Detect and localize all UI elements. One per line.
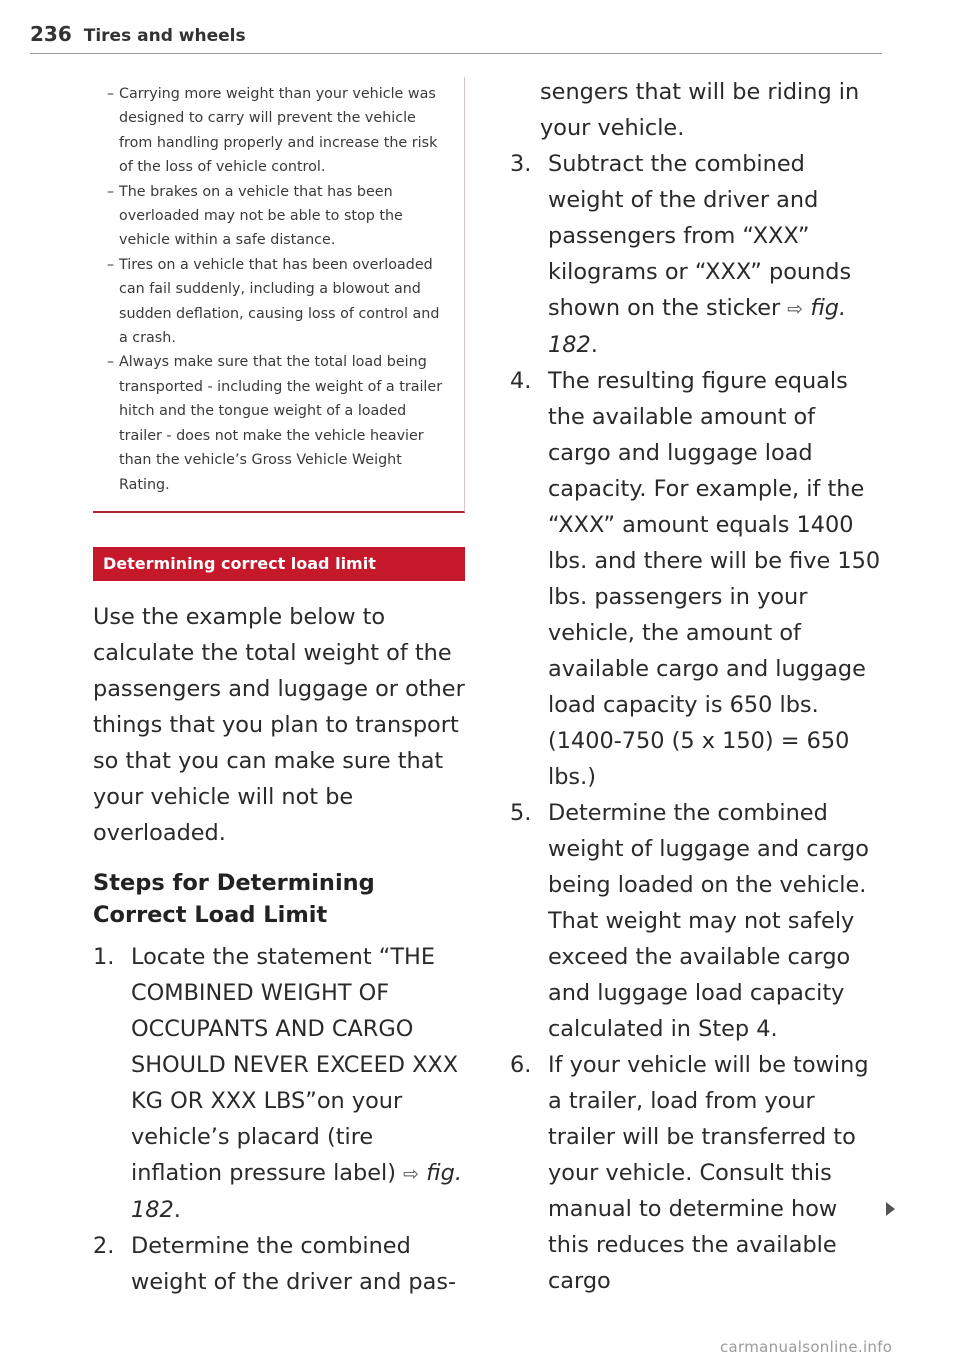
- warning-item: – Tires on a vehicle that has been overloaded can fail suddenly, including a blowout and sudden deflation, causing loss of control and a crash.: [107, 253, 450, 351]
- step-text: If your vehicle will be towing a trailer, load from your trailer will be transferred to your vehicle. Consult this manual to determine how this reduces the available cargo: [548, 1052, 869, 1294]
- step-text: The resulting figure equals the available amount of cargo and luggage load capacity. For example, if the “XXX” amount equals 1400 lbs. and there will be five 150 lbs. passengers in your vehicle, the amount of available cargo and luggage load capacity is 650 lbs. (1400-750 (5 x 150) = 650 lbs.): [548, 368, 881, 790]
- arrow-right-icon: ⇨: [787, 298, 804, 320]
- step-item: 3. Subtract the combined weight of the driver and passengers from “XXX” kilograms or “XXX” pounds shown on the sticker ⇨ fig. 182.: [510, 146, 882, 363]
- steps-heading: Steps for Determining Correct Load Limit: [93, 869, 375, 928]
- step-item: [510, 1047, 882, 1299]
- page-number: 236: [30, 22, 72, 46]
- steps-list-left: [93, 939, 465, 1300]
- warning-box: [93, 77, 465, 513]
- figure-reference-link[interactable]: ⇨ fig. 182: [548, 295, 847, 358]
- step-item-continued: [510, 74, 882, 146]
- figure-reference-link[interactable]: ⇨ fig. 182: [131, 1159, 462, 1223]
- arrow-right-icon: ⇨: [403, 1162, 420, 1185]
- step-item: 1. Locate the statement “THE COMBINED WEIGHT OF OCCUPANTS AND CARGO SHOULD NEVER EXCEED XXX KG OR XXX LBS”on your vehicle’s placard (tire inflation pressure label) ⇨ fig. 182.: [93, 939, 465, 1228]
- step-item: [510, 363, 882, 795]
- step-number: 1.: [93, 943, 115, 970]
- step-number: 3.: [510, 151, 532, 177]
- watermark: carmanualsonline.info: [720, 1338, 893, 1356]
- step-text: Determine the combined weight of luggage and cargo being loaded on the vehicle. That weight may not safely exceed the available cargo and luggage load capacity calculated in Step 4.: [548, 800, 869, 1042]
- warning-item: – Always make sure that the total load being transported - including the weight of a trailer hitch and the tongue weight of a loaded trailer - does not make the vehicle heavier than the vehicle’s Gross Vehicle Weight Rating.: [107, 350, 450, 496]
- right-column: [510, 74, 882, 1299]
- continue-arrow-icon: [886, 1202, 895, 1216]
- step-number: 5.: [510, 800, 532, 826]
- section-heading: Determining correct load limit: [93, 547, 465, 581]
- step-item: [93, 1228, 465, 1300]
- steps-list-right: [510, 74, 882, 1299]
- step-text: Locate the statement “THE COMBINED WEIGHT OF OCCUPANTS AND CARGO SHOULD NEVER EXCEED XXX KG OR XXX LBS”on your vehicle’s placard (tire inflation pressure label): [131, 943, 459, 1186]
- left-column: [93, 77, 465, 1300]
- warning-item: – The brakes on a vehicle that has been overloaded may not be able to stop the vehicle within a safe distance.: [107, 180, 450, 253]
- warning-item: – Carrying more weight than your vehicle was designed to carry will prevent the vehicle from handling properly and increase the risk of the loss of vehicle control.: [107, 82, 450, 180]
- step-item: [510, 795, 882, 1047]
- step-text: Determine the combined weight of the driver and pas-: [131, 1232, 457, 1295]
- step-text: sengers that will be riding in your vehicle.: [540, 79, 860, 141]
- step-number: 4.: [510, 368, 532, 394]
- step-number: 6.: [510, 1052, 532, 1078]
- step-number: 2.: [93, 1232, 115, 1259]
- step-text: Subtract the combined weight of the driver and passengers from “XXX” kilograms or “XXX” pounds shown on the sticker: [548, 151, 852, 321]
- page-header: [30, 22, 882, 54]
- header-rule: [30, 53, 882, 54]
- intro-paragraph: Use the example below to calculate the total weight of the passengers and luggage or other things that you plan to transport so that you can make sure that your vehicle will not be overloaded.: [93, 603, 465, 846]
- section-title: Tires and wheels: [83, 26, 246, 46]
